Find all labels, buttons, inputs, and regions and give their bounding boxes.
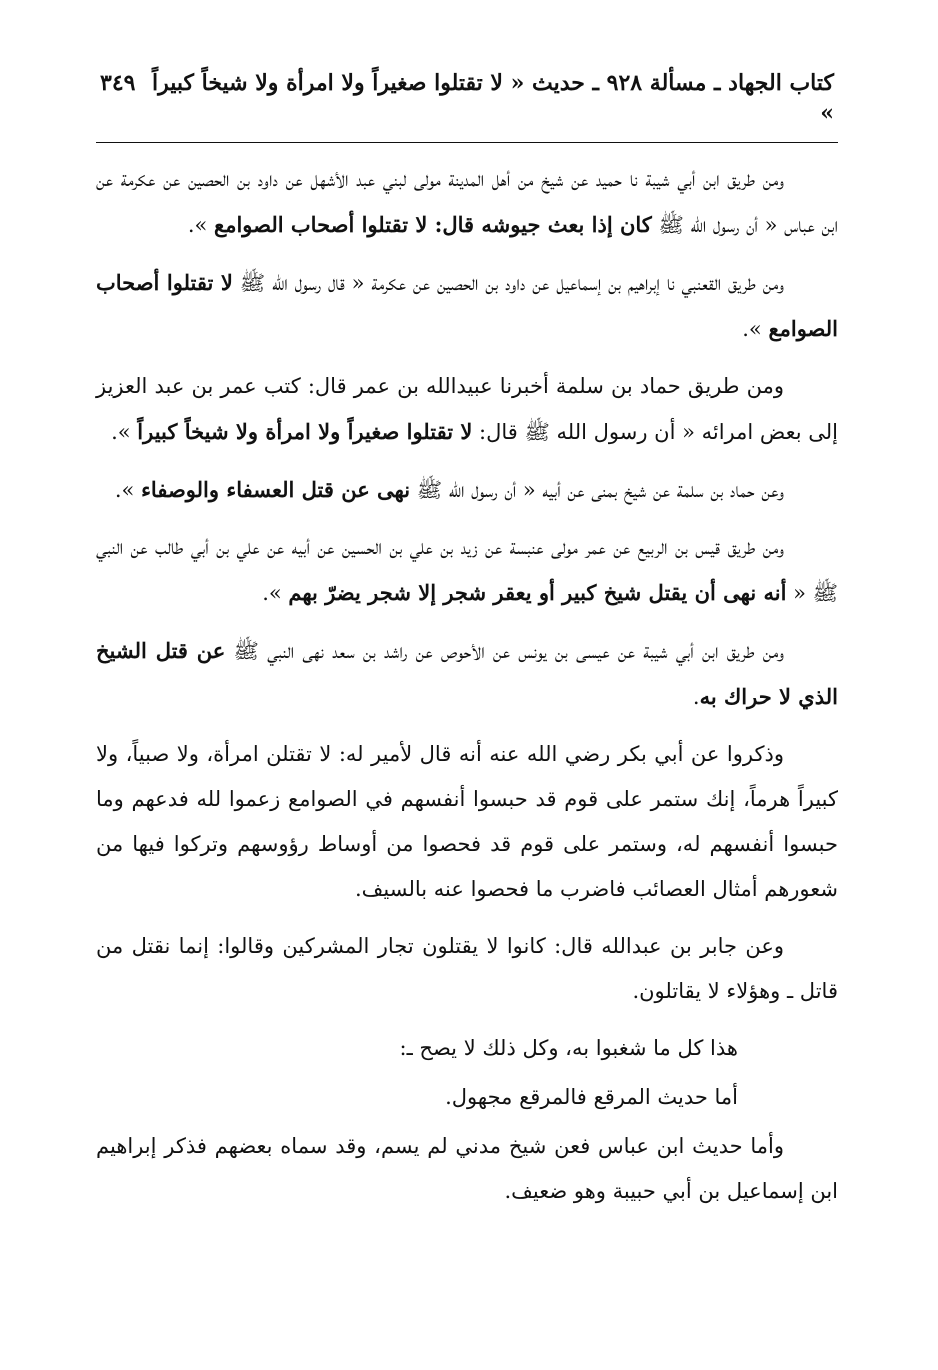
running-header: [96, 68, 838, 142]
hadith-text: لا تقتلوا صغيراً ولا امرأة ولا شيخاً كبيراً: [137, 419, 473, 444]
paragraph: وذكروا عن أبي بكر رضي الله عنه أنه قال لأمير له: لا تقتلن امرأة، ولا صبياً، ولا كبيراً هرماً، إنك ستمر على قوم قد حبسوا أنفسهم في الصوامع زعموا لله فدعهم وما حبسوا أنفسهم له، وستمر على قوم قد فحصوا من أوساط رؤوسهم وتركوا فيها من شعورهم أمثال العصائب فاضرب ما فحصوا عنه بالسيف.: [96, 742, 838, 901]
hadith-text: عن قتل الشيخ الذي لا حراك به: [96, 638, 838, 709]
paragraph: ومن طريق ابن أبي شيبة نا حميد عن شيخ من أهل المدينة مولى لبني عبد الأشهل عن داود بن الحصين عن عكرمة عن ابن عباس « أن رسول الله ﷺ كان إذا بعث جيوشه قال: لا تقتلوا أصحاب الصوامع ».: [96, 167, 838, 237]
paragraph: أما حديث المرقع فالمرقع مجهول.: [445, 1085, 738, 1109]
header-rule: [96, 142, 838, 143]
hadith-text: نهى عن قتل العسفاء والوصفاء: [141, 477, 411, 502]
hadith-text: لا تقتلوا أصحاب الصوامع: [96, 270, 838, 341]
paragraph: وعن جابر بن عبدالله قال: كانوا لا يقتلون تجار المشركين وقالوا: إنما نقتل من قاتل ـ وهؤلاء لا يقاتلون.: [96, 934, 838, 1003]
paragraph: ومن طريق حماد بن سلمة أخبرنا عبيدالله بن عمر قال: كتب عمر بن عبد العزيز إلى بعض امرائه « أن رسول الله ﷺ قال: لا تقتلوا صغيراً ولا امرأة ولا شيخاً كبيراً ».: [96, 374, 838, 444]
header-title: كتاب الجهاد ـ مسألة ٩٢٨ ـ حديث « لا تقتلوا صغيراً ولا امرأة ولا شيخاً كبيراً »: [151, 70, 834, 126]
hadith-text: كان إذا بعث جيوشه قال: لا تقتلوا أصحاب الصوامع: [214, 212, 652, 237]
paragraph: ومن طريق ابن أبي شيبة عن عيسى بن يونس عن الأحوص عن راشد بن سعد نهى النبي ﷺ عن قتل الشيخ الذي لا حراك به.: [96, 638, 838, 709]
paragraph: ومن طريق قيس بن الربيع عن عمر مولى عنبسة عن زيد بن علي بن الحسين عن أبيه عن علي بن أبي طالب عن النبي ﷺ « أنه نهى أن يقتل شيخ كبير أو يعقر شجر إلا شجر يضرّ بهم ».: [96, 535, 838, 605]
page-number: ٣٤٩: [100, 70, 136, 96]
page-body: [96, 157, 838, 1214]
paragraph: ومن طريق القعنبي نا إبراهيم بن إسماعيل عن داود بن الحصين عن عكرمة « قال رسول الله ﷺ لا تقتلوا أصحاب الصوامع ».: [96, 270, 838, 341]
hadith-text: أنه نهى أن يقتل شيخ كبير أو يعقر شجر إلا شجر يضرّ بهم: [288, 580, 787, 605]
paragraph: وعن حماد بن سلمة عن شيخ بمنى عن أبيه « أن رسول الله ﷺ نهى عن قتل العسفاء والوصفاء ».: [114, 477, 784, 502]
paragraph: هذا كل ما شغبوا به، وكل ذلك لا يصح ـ:: [399, 1036, 738, 1060]
paragraph: وأما حديث ابن عباس فعن شيخ مدني لم يسم، وقد سماه بعضهم فذكر إبراهيم ابن إسماعيل بن أبي حبيبة وهو ضعيف.: [96, 1134, 838, 1203]
